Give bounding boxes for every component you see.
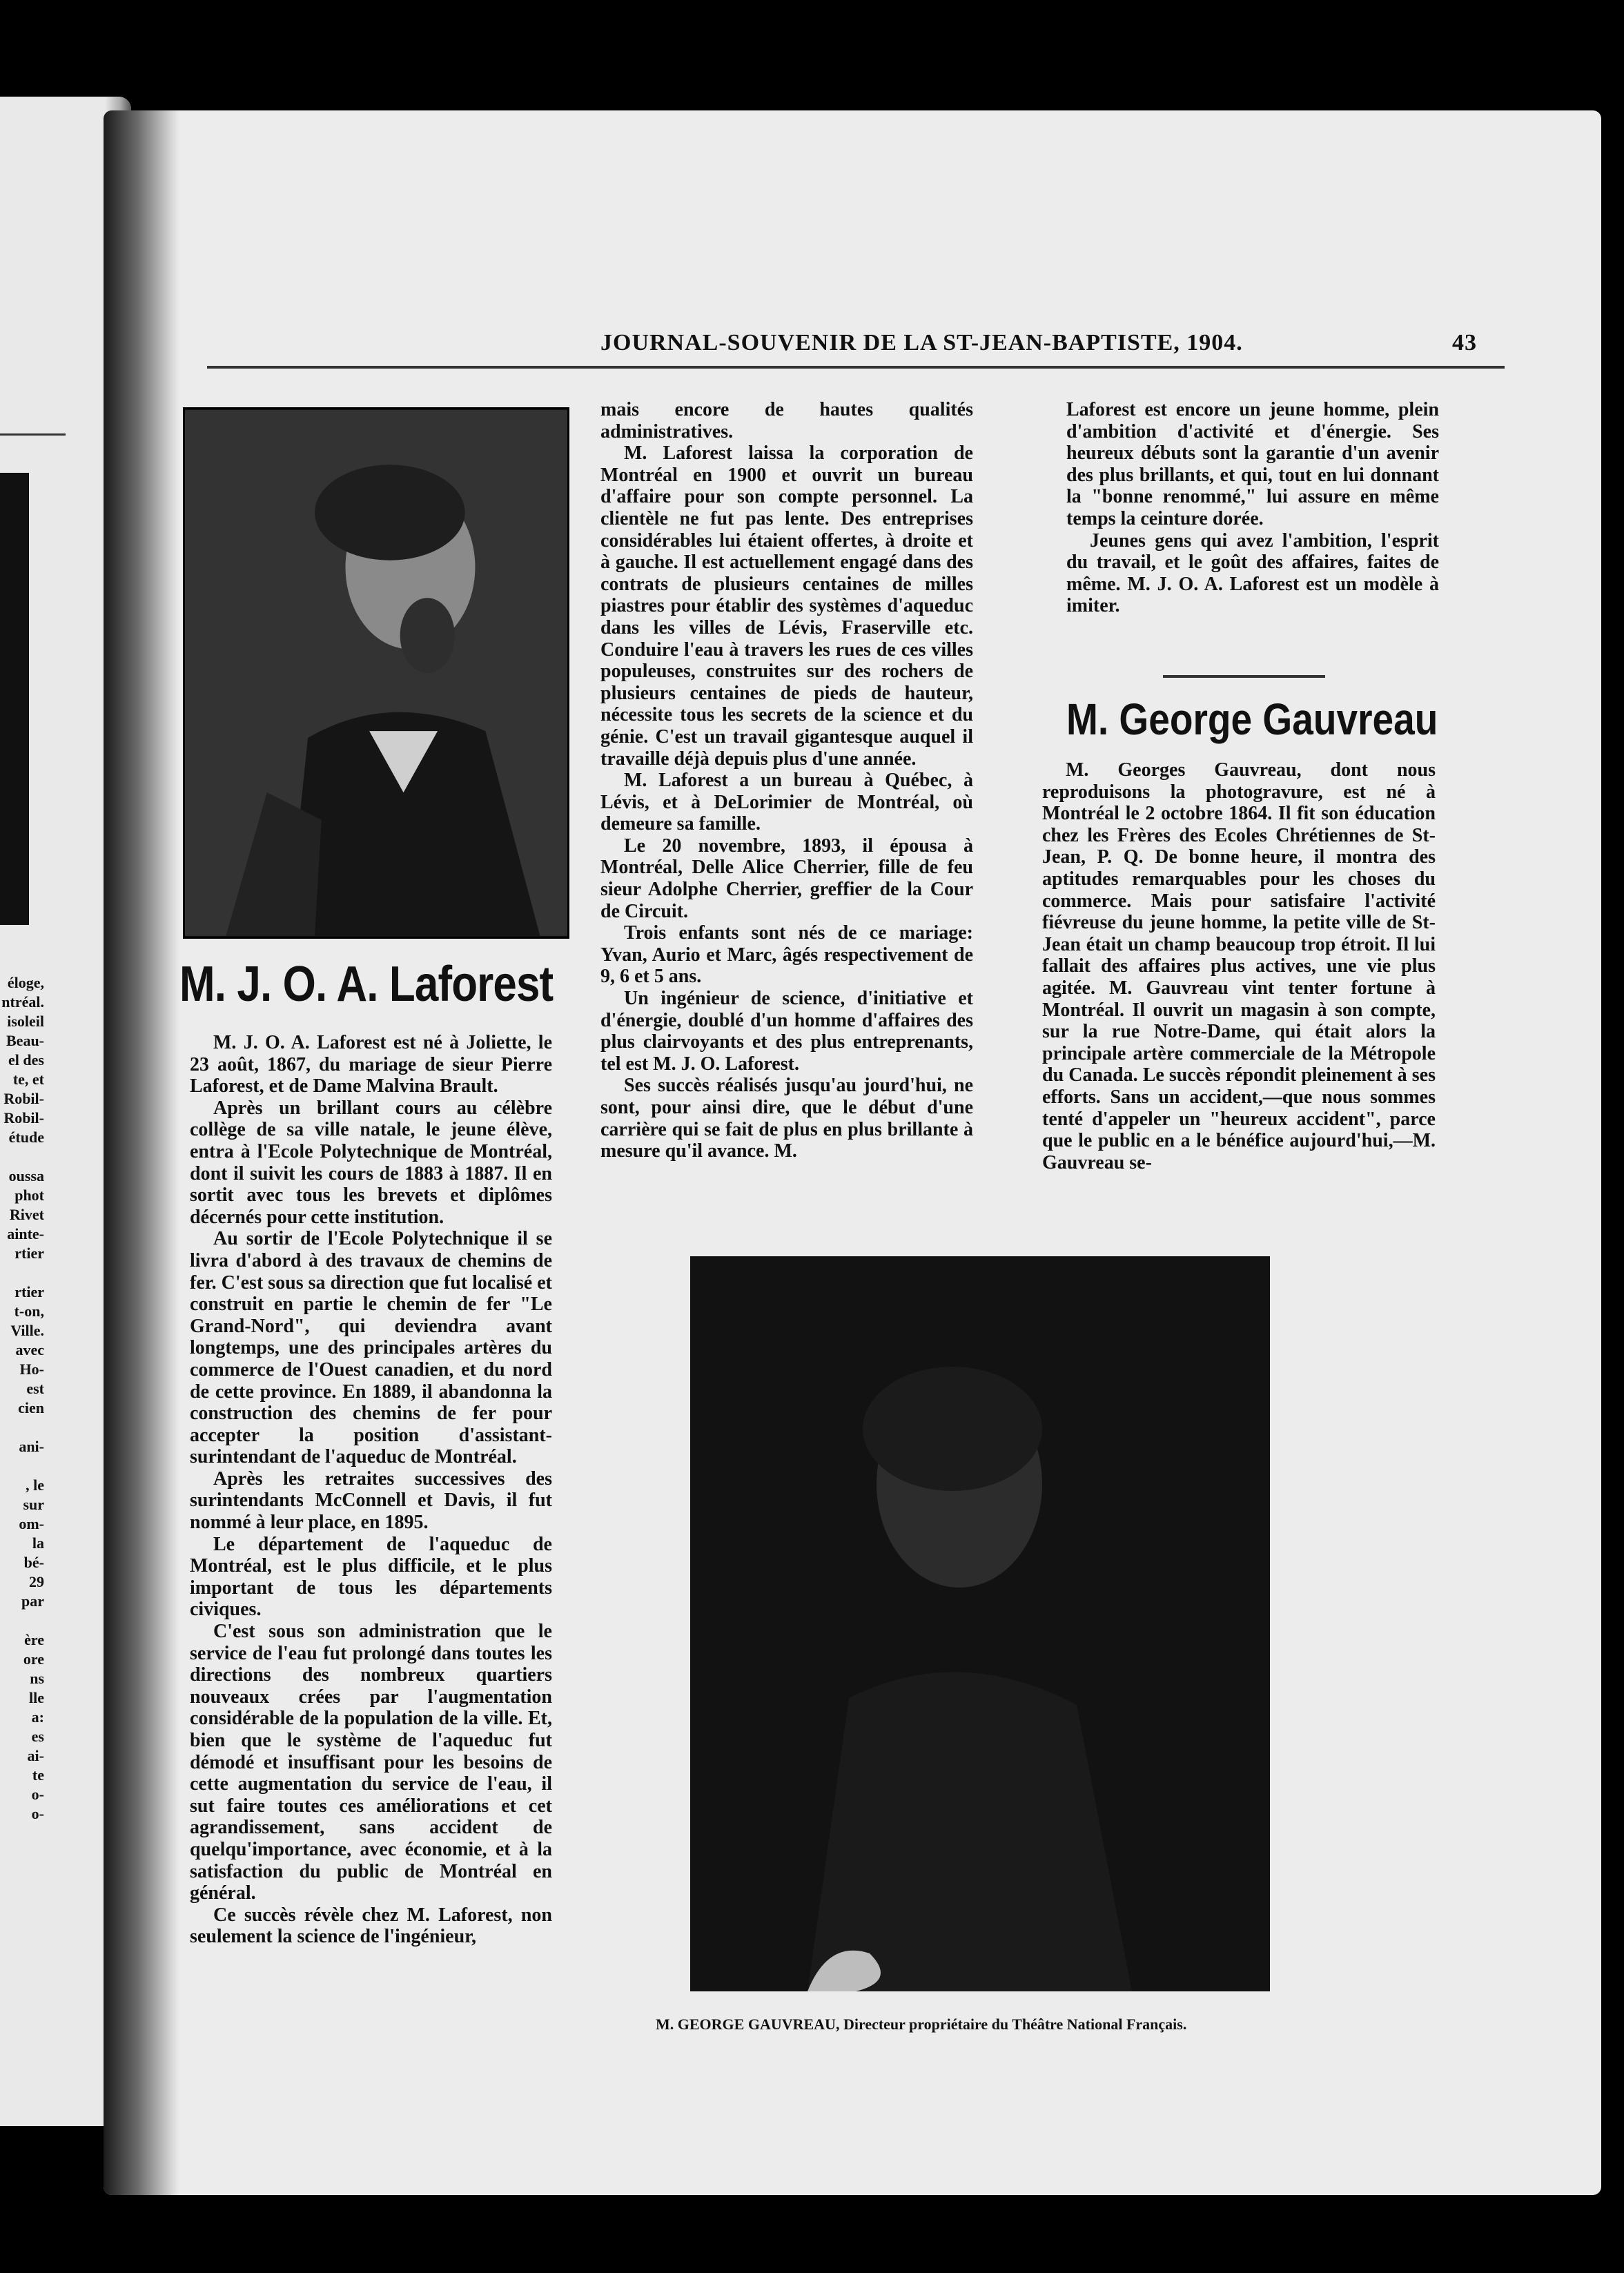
header-rule xyxy=(207,366,1505,369)
adjacent-text-fragment: ai- xyxy=(27,1747,44,1764)
newspaper-page xyxy=(104,110,1601,2195)
laforest-col1-paragraph: M. J. O. A. Laforest est né à Joliette, le 23 août, 1867, du mariage de sieur Pierre Laforest, et de Dame Malvina Brault. xyxy=(190,1032,552,1098)
adjacent-text-fragment: est xyxy=(26,1380,44,1397)
running-head-title: JOURNAL-SOUVENIR DE LA ST-JEAN-BAPTISTE, 1904. xyxy=(600,330,1243,355)
adjacent-text-fragment: Ho- xyxy=(19,1360,44,1378)
portrait-gauvreau-image xyxy=(690,1256,1270,1991)
laforest-col3-paragraph: Jeunes gens qui avez l'ambition, l'esprit du travail, et le goût des affaires, faites de même. M. J. O. A. Laforest est un modèle à imiter. xyxy=(1066,529,1439,617)
article-laforest-column-1 xyxy=(190,1032,552,1948)
adjacent-text-fragment: es xyxy=(31,1728,44,1745)
adjacent-text-fragment xyxy=(0,1263,44,1282)
adjacent-text-fragment: phot xyxy=(14,1187,44,1204)
adjacent-text-fragment: te xyxy=(32,1766,44,1784)
adjacent-text-fragment: o- xyxy=(31,1805,44,1822)
adjacent-text-fragment: Ville. xyxy=(10,1322,44,1339)
laforest-col2-paragraph: M. Laforest a un bureau à Québec, à Lévis, et à DeLorimier de Montréal, où demeure sa famille. xyxy=(600,770,973,835)
portrait-laforest-image xyxy=(185,409,567,937)
running-head xyxy=(497,330,1518,364)
adjacent-text-fragment: avec xyxy=(15,1341,44,1358)
adjacent-text-fragment: isoleil xyxy=(7,1013,44,1030)
adjacent-text-fragment: om- xyxy=(19,1515,44,1532)
laforest-col2-paragraph: mais encore de hautes qualités administratives. xyxy=(600,399,973,442)
adjacent-text-fragment: Robil- xyxy=(3,1090,44,1107)
laforest-col2-paragraph: Un ingénieur de science, d'initiative et d'énergie, doublé d'un homme d'affaires des plus clairvoyants et des plus entreprenants, tel est M. J. O. Laforest. xyxy=(600,988,973,1075)
adjacent-text-fragment xyxy=(0,1456,44,1476)
laforest-col1-paragraph: Ce succès révèle chez M. Laforest, non seulement la science de l'ingénieur, xyxy=(190,1904,552,1948)
adjacent-text-fragment: te, et xyxy=(12,1071,44,1088)
adjacent-text-fragment: ns xyxy=(30,1670,44,1687)
adjacent-text-fragment: 29 xyxy=(29,1573,44,1590)
adjacent-text-fragment: bé- xyxy=(23,1554,44,1571)
page-number: 43 xyxy=(1452,330,1477,355)
adjacent-text-fragment: t-on, xyxy=(14,1303,44,1320)
adjacent-text-fragment: ainte- xyxy=(7,1225,44,1242)
adjacent-text-fragment: lle xyxy=(29,1689,44,1706)
laforest-col1-paragraph: Après un brillant cours au célèbre collège de sa ville natale, le jeune élève, entra à l'Ecole Polytechnique de Montréal, dont il suivit les cours de 1883 à 1887. Il en sortit avec tous les brevets et diplômes décernés pour cette institution. xyxy=(190,1097,552,1228)
article-gauvreau-body xyxy=(1042,759,1436,1173)
adjacent-text-fragment: ère xyxy=(24,1631,44,1648)
adjacent-text-fragment: ani- xyxy=(19,1438,44,1455)
adjacent-text-fragment: rtier xyxy=(14,1245,44,1262)
adjacent-text-fragment: éloge, xyxy=(7,974,44,991)
adjacent-text-fragment: o- xyxy=(31,1786,44,1803)
adjacent-text-fragment xyxy=(0,1418,44,1437)
headline-laforest: M. J. O. A. Laforest xyxy=(179,957,554,1012)
laforest-col2-paragraph: Trois enfants sont nés de ce mariage: Yvan, Aurio et Marc, âgés respectivement de 9, 6 et 5 ans. xyxy=(600,922,973,988)
adjacent-text-fragment: sur xyxy=(23,1496,44,1513)
laforest-col1-paragraph: Au sortir de l'Ecole Polytechnique il se livra d'abord à des travaux de chemins de fer. C'est sous sa direction que fut localisé et construit en partie le chemin de fer "Le Grand-Nord", qui deviendra avant longtemps, une des principales artères du commerce de l'Ouest canadien, et du nord de cette province. En 1889, il abandonna la construction des chemins de fer pour accepter la position d'assistant-surintendant de l'aqueduc de Montréal. xyxy=(190,1228,552,1468)
adjacent-text-fragment: ore xyxy=(23,1650,44,1668)
adjacent-text-fragment: el des xyxy=(8,1051,44,1069)
laforest-col3-paragraph: Laforest est encore un jeune homme, plein d'ambition d'activité et d'énergie. Ses heureux débuts sont la garantie d'un avenir des plus brillants, et qui, tout en lui donnant la "bonne renommé," lui assure en même temps la ceinture dorée. xyxy=(1066,399,1439,529)
adjacent-text-fragment: , le xyxy=(26,1476,44,1494)
adjacent-text-fragment: la xyxy=(32,1534,44,1552)
adjacent-text-fragment: ntréal. xyxy=(1,993,44,1011)
adjacent-text-fragment: par xyxy=(21,1592,44,1610)
photo-caption: M. GEORGE GAUVREAU, Directeur propriétaire du Théâtre National Français. xyxy=(656,2016,1187,2033)
section-divider xyxy=(1163,675,1325,678)
adjacent-page-rule xyxy=(0,433,66,436)
adjacent-text-fragment: oussa xyxy=(8,1167,44,1184)
portrait-gauvreau xyxy=(690,1256,1270,1991)
adjacent-text-fragment: Rivet xyxy=(9,1206,44,1223)
portrait-laforest xyxy=(183,407,569,939)
laforest-col1-paragraph: Le département de l'aqueduc de Montréal, est le plus difficile, et le plus important de tous les départements civiques. xyxy=(190,1533,552,1621)
headline-gauvreau: M. George Gauvreau xyxy=(1066,694,1438,744)
laforest-col2-paragraph: Le 20 novembre, 1893, il épousa à Montréal, Delle Alice Cherrier, fille de feu sieur Adolphe Cherrier, greffier de la Cour de Circuit. xyxy=(600,835,973,922)
adjacent-text-fragment: cien xyxy=(18,1399,44,1416)
laforest-col1-paragraph: C'est sous son administration que le service de l'eau fut prolongé dans toutes les directions des nombreux quartiers nouveaux crées par l'augmentation considérable de la population de la ville. Et, bien que le système de l'aqueduc fut démodé et insuffisant pour les besoins de cette augmentation du service de l'eau, il sut faire toutes ces améliorations et cet agrandissement, sans accident de quelqu'importance, avec économie, et à la satisfaction du public de Montréal en général. xyxy=(190,1621,552,1904)
adjacent-page-text-fragments xyxy=(0,973,44,1824)
adjacent-text-fragment: Robil- xyxy=(3,1109,44,1126)
article-laforest-column-2 xyxy=(600,399,973,1162)
page-curl-shadow xyxy=(104,110,179,2195)
adjacent-text-fragment: Beau- xyxy=(6,1032,44,1049)
adjacent-text-fragment: a: xyxy=(31,1708,44,1726)
adjacent-page-image-edge xyxy=(0,473,29,925)
adjacent-text-fragment: étude xyxy=(8,1129,44,1146)
article-laforest-column-3 xyxy=(1066,399,1439,617)
laforest-col1-paragraph: Après les retraites successives des surintendants McConnell et Davis, il fut nommé à leur place, en 1895. xyxy=(190,1467,552,1534)
adjacent-text-fragment: rtier xyxy=(14,1283,44,1300)
gauvreau-paragraph: M. Georges Gauvreau, dont nous reproduisons la photogravure, est né à Montréal le 2 octobre 1864. Il fit son éducation chez les Frères des Ecoles Chrétiennes de St-Jean, P. Q. De bonne heure, il montra des aptitudes remarquables pour les choses du commerce. Mais pour satisfaire l'activité fiévreuse du jeune homme, la petite ville de St-Jean était un champ beaucoup trop étroit. Il lui fallait des affaires plus actives, une vie plus agitée. M. Gauvreau vint tenter fortune à Montréal. Il ouvrit un magasin à son compte, sur la rue Notre-Dame, qui était alors la principale artère commerciale de la Métropole du Canada. Le succès répondit pleinement à ses efforts. Sans un accident,—que nous sommes tenté d'appeler un "heureux accident", parce que le public en a le bénéfice aujourd'hui,—M. Gauvreau se- xyxy=(1042,759,1436,1173)
adjacent-text-fragment xyxy=(0,1147,44,1167)
laforest-col2-paragraph: Ses succès réalisés jusqu'au jourd'hui, ne sont, pour ainsi dire, que le début d'une carrière qui se fait de plus en plus brillante à mesure qu'il avance. M. xyxy=(600,1075,973,1162)
laforest-col2-paragraph: M. Laforest laissa la corporation de Montréal en 1900 et ouvrit un bureau d'affaire pour son compte personnel. La clientèle ne fut pas lente. Des entreprises considérables lui étaient offertes, à droite et à gauche. Il est actuellement engagé dans des contrats de plusieurs centaines de milles piastres pour établir des systèmes d'aqueduc dans les villes de Lévis, Fraserville etc. Conduire l'eau à travers les rues de ces villes populeuses, construites sur des rochers de plusieurs centaines de pieds de hauteur, nécessite tous les secrets de la science et du génie. C'est un travail gigantesque auquel il travaille déjà depuis plus d'une année. xyxy=(600,442,973,770)
adjacent-text-fragment xyxy=(0,1611,44,1630)
